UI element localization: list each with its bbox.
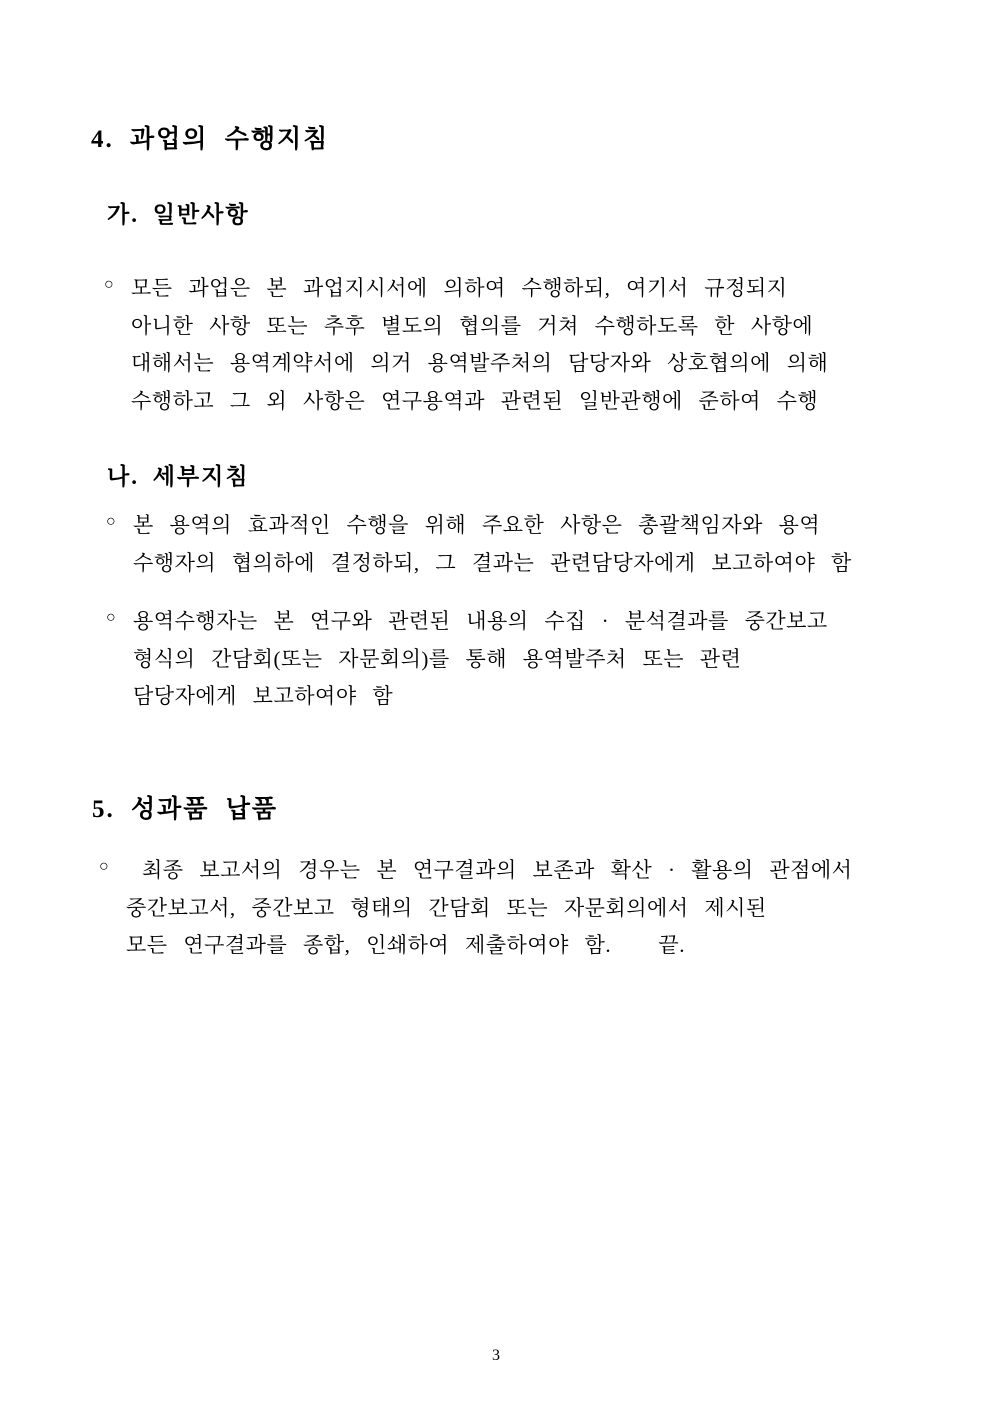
section-4-heading: 4. 과업의 수행지침 [91,126,330,153]
bullet-detail-1 [106,507,852,582]
text-line: 담당자에게 보고하여야 함 [133,684,394,708]
circle-bullet-icon: ○ [104,276,114,293]
bullet-text [133,603,828,716]
text-line: 본 용역의 효과적인 수행을 위해 주요한 사항은 총괄책임자와 용역 [133,513,821,537]
text-line: 형식의 간담회(또는 자문회의)를 통해 용역발주처 또는 관련 [133,646,742,671]
text-line: 중간보고서, 중간보고 형태의 간담회 또는 자문회의에서 제시된 [126,895,767,920]
circle-bullet-icon: ○ [99,858,109,875]
circle-bullet-icon: ○ [106,609,116,626]
text-line: 수행자의 협의하에 결정하되, 그 결과는 관련담당자에게 보고하여야 함 [133,550,852,575]
circle-bullet-icon: ○ [106,513,116,530]
text-line: 수행하고 그 외 사항은 연구용역과 관련된 일반관행에 준하여 수행 [131,388,819,413]
text-line: 용역수행자는 본 연구와 관련된 내용의 수집 · 분석결과를 중간보고 [133,609,828,633]
subsection-4a-heading: 가. 일반사항 [107,202,250,227]
subsection-4b-heading: 나. 세부지침 [107,464,250,489]
text-line: 대해서는 용역계약서에 의거 용역발주처의 담당자와 상호협의에 의해 [131,351,829,375]
text-line: 모든 과업은 본 과업지시서에 의하여 수행하되, 여기서 규정되지 [131,276,788,300]
bullet-text [133,507,852,582]
bullet-text [126,852,852,965]
section-5-heading: 5. 성과품 납품 [92,796,279,823]
bullet-text [131,270,828,420]
text-line: 모든 연구결과를 종합, 인쇄하여 제출하여야 함. 끝. [126,933,685,957]
text-line: 최종 보고서의 경우는 본 연구결과의 보존과 확산 · 활용의 관점에서 [142,858,853,882]
text-line: 아니한 사항 또는 추후 별도의 협의를 거쳐 수행하도록 한 사항에 [131,313,814,338]
bullet-detail-2 [106,603,828,716]
page-number: 3 [492,1347,500,1364]
bullet-deliverable-1 [99,852,853,965]
bullet-general-1 [104,270,829,420]
